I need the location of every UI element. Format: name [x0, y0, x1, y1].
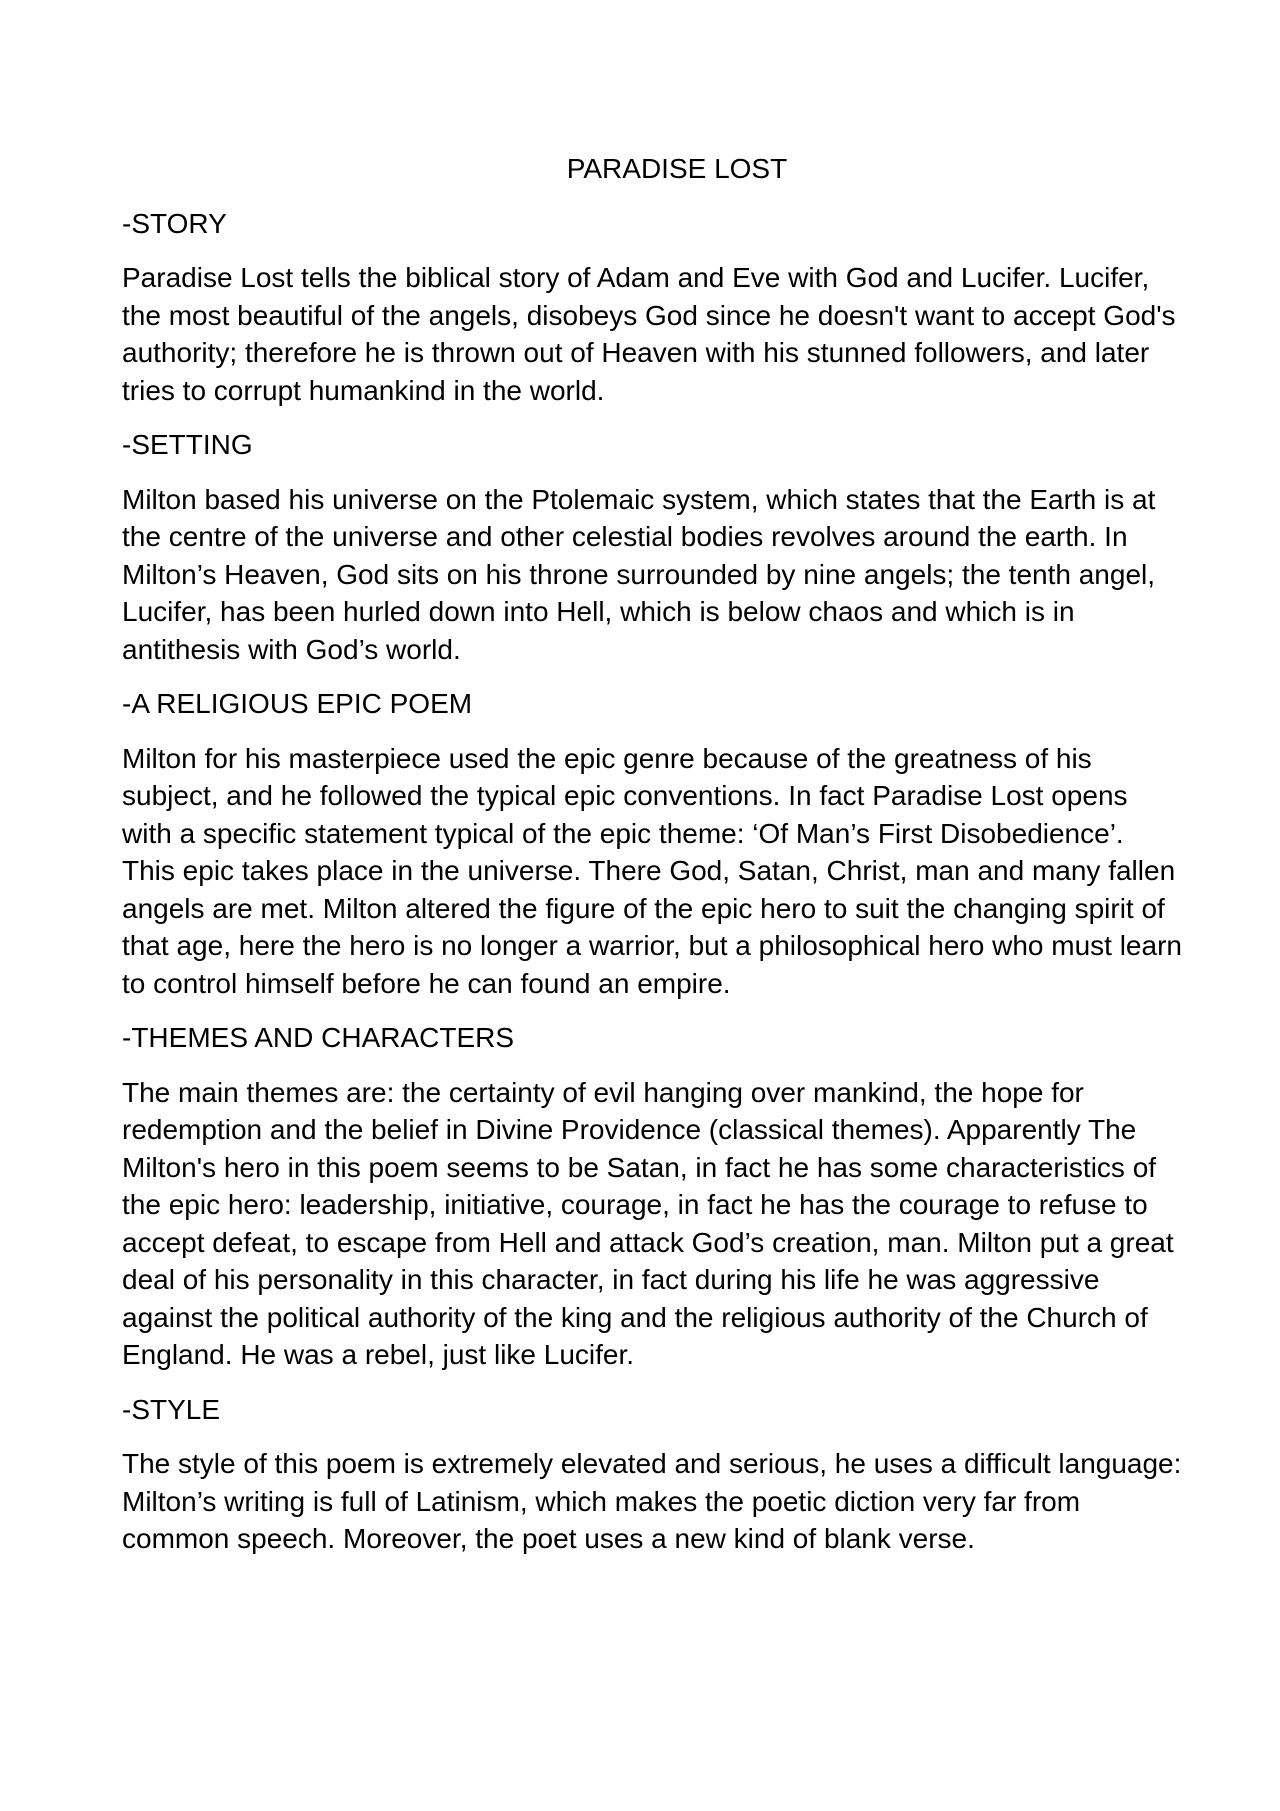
document-title: PARADISE LOST — [566, 153, 788, 184]
section-paragraph-setting: Milton based his universe on the Ptolemaic system, which states that the Earth is at the centre of the universe and other celestial bodies revolves around the earth. In Milton’s Heaven, God sits on his throne surrounded by nine angels; the tenth angel, Lucifer, has been hurled down into Hell, which is below chaos and which is in antithesis with God’s world. — [122, 483, 1156, 665]
section-heading-themes-and-characters: -THEMES AND CHARACTERS — [122, 1022, 515, 1053]
section-paragraph-themes-and-characters: The main themes are: the certainty of evil hanging over mankind, the hope for redemption and the belief in Divine Providence (classical themes). Apparently The Milton's hero in this poem seems to be Satan, in fact he has some characteristics of the epic hero: leadership, initiative, courage, in fact he has the courage to refuse to accept defeat, to escape from Hell and attack God’s creation, man. Milton put a great deal of his personality in this character, in fact during his life he was aggressive against the political authority of the king and the religious authority of the Church of England. He was a rebel, just like Lucifer. — [122, 1076, 1174, 1370]
section-paragraph-style: The style of this poem is extremely elevated and serious, he uses a difficult language: Milton’s writing is full of Latinism, which makes the poetic diction very far from common speech. Moreover, the poet uses a new kind of blank verse. — [122, 1448, 1182, 1554]
document-body — [122, 150, 1182, 1575]
section-paragraph-story: Paradise Lost tells the biblical story of Adam and Eve with God and Lucifer. Lucifer, the most beautiful of the angels, disobeys God since he doesn't want to accept God's authority; therefore he is thrown out of Heaven with his stunned followers, and later tries to corrupt humankind in the world. — [122, 262, 1176, 406]
section-heading-religious-epic-poem: -A RELIGIOUS EPIC POEM — [122, 688, 473, 719]
section-heading-story: -STORY — [122, 207, 227, 239]
section-heading-style: -STYLE — [122, 1393, 221, 1425]
section-paragraph-religious-epic-poem: Milton for his masterpiece used the epic genre because of the greatness of his subject, and he followed the typical epic conventions. In fact Paradise Lost opens with a specific statement typical of the epic theme: ‘Of Man’s First Disobedience’. This epic takes place in the universe. There God, Satan, Christ, man and many fallen angels are met. Milton altered the figure of the epic hero to suit the changing spirit of that age, here the hero is no longer a warrior, but a philosophical hero who must learn to control himself before he can found an empire. — [122, 742, 1182, 999]
section-heading-setting: -SETTING — [122, 429, 253, 460]
